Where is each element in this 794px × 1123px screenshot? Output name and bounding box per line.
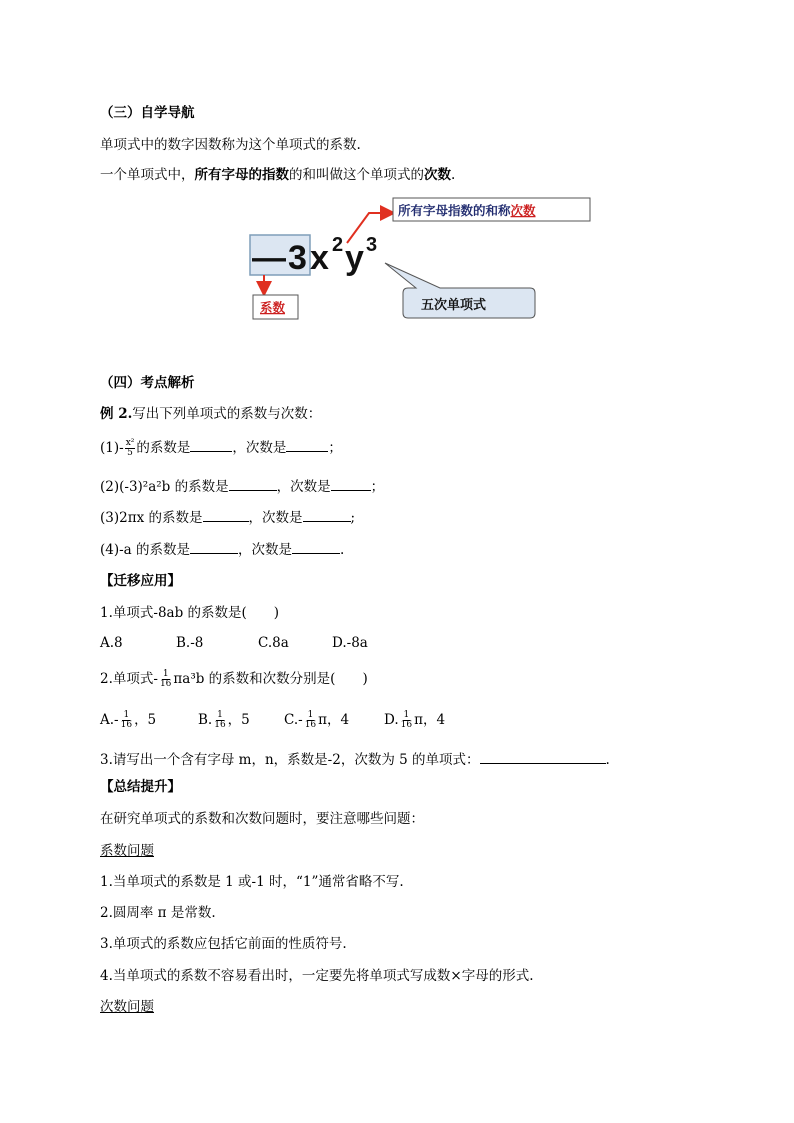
problem-3 (100, 751, 610, 769)
coefficient-issue-2: 2.圆周率 π 是常数. (100, 905, 216, 921)
question-1 (100, 439, 342, 458)
problem-2-fraction (159, 670, 172, 689)
question-1-prefix: (1)- (100, 440, 124, 456)
degree-definition-end: . (451, 167, 456, 183)
section-3-heading: （三）自学导航 (100, 105, 195, 121)
problem-2 (100, 670, 368, 689)
expression-x: x (310, 239, 329, 277)
monomial-diagram (240, 193, 600, 323)
option-b-denominator: 16 (214, 720, 226, 730)
coefficient-issue-4: 4.当单项式的系数不容易看出时，一定要先将单项式写成数×字母的形式. (100, 968, 534, 984)
option-a-numerator: 1 (123, 710, 130, 720)
example-2-label: 例 2. (100, 406, 133, 422)
question-3-sep: ，次数是 (248, 510, 303, 526)
question-1-blank-degree[interactable] (286, 439, 328, 452)
question-3 (100, 509, 355, 527)
question-4 (100, 541, 344, 559)
problem-3-text: 3.请写出一个含有字母 m，n，系数是-2，次数为 5 的单项式： (100, 752, 480, 768)
degree-label-main: 所有字母指数的和称 (398, 203, 511, 218)
problem-1-option-d[interactable]: D.-8a (332, 635, 368, 651)
question-4-prefix: (4)-a 的系数是 (100, 542, 191, 558)
expression-minus: — (252, 239, 286, 277)
option-b-suffix: ，5 (227, 712, 250, 728)
example-2 (100, 405, 321, 423)
problem-1: 1.单项式-8ab 的系数是( ) (100, 605, 280, 621)
expression-y: y (345, 239, 364, 277)
summary-intro: 在研究单项式的系数和次数问题时，要注意哪些问题： (100, 811, 424, 827)
question-2-sep: ，次数是 (276, 479, 331, 495)
coefficient-issues-title: 系数问题 (100, 843, 154, 859)
option-d-denominator: 16 (400, 720, 413, 730)
question-1-blank-coefficient[interactable] (190, 439, 232, 452)
problem-2-option-b[interactable] (198, 711, 284, 730)
question-3-blank-coefficient[interactable] (203, 509, 249, 522)
option-c-fraction (304, 711, 317, 730)
option-b-prefix: B. (198, 712, 213, 728)
degree-definition-part1: 一个单项式中， (100, 167, 195, 183)
problem-3-answer-blank[interactable] (480, 751, 606, 764)
problem-1-option-c[interactable]: C.8a (258, 635, 289, 651)
option-a-prefix: A.- (100, 712, 119, 728)
problem-1-options (100, 634, 368, 652)
problem-2-option-c[interactable] (284, 711, 384, 730)
coefficient-issue-3: 3.单项式的系数应包括它前面的性质符号. (100, 936, 347, 952)
question-2-prefix: (2)(-3)²a²b 的系数是 (100, 479, 229, 495)
question-4-blank-coefficient[interactable] (190, 541, 238, 554)
option-d-suffix: π，4 (414, 712, 446, 728)
problem-3-end: . (605, 752, 610, 768)
option-a-suffix: ，5 (134, 712, 157, 728)
problem-2-denominator: 16 (159, 679, 172, 689)
question-1-denominator: 5 (127, 448, 133, 458)
option-c-numerator: 1 (307, 710, 314, 720)
question-4-sep: ，次数是 (238, 542, 293, 558)
degree-definition-part2: 的和叫做这个单项式的 (289, 167, 424, 183)
five-degree-label: 五次单项式 (421, 298, 487, 313)
question-2-blank-coefficient[interactable] (229, 478, 277, 491)
problem-1-option-a[interactable]: A.8 (100, 635, 123, 651)
question-1-end: ； (328, 440, 342, 456)
coefficient-label-text: 系数 (260, 300, 286, 315)
problem-2-suffix: πa³b 的系数和次数分别是( ) (173, 671, 368, 687)
question-4-end: . (340, 542, 345, 558)
problem-2-option-a[interactable] (100, 711, 198, 730)
degree-definition-bold1: 所有字母的指数 (194, 167, 289, 183)
option-c-prefix: C.- (284, 712, 303, 728)
problem-2-options (100, 711, 445, 730)
option-c-suffix: π，4 (318, 712, 350, 728)
problem-2-prefix: 2.单项式- (100, 671, 158, 687)
option-a-fraction (120, 711, 133, 730)
degree-label-highlight: 次数 (510, 203, 536, 218)
question-3-prefix: (3)2πx 的系数是 (100, 510, 203, 526)
summary-heading: 【总结提升】 (100, 779, 181, 795)
option-a-denominator: 16 (120, 720, 133, 730)
problem-1-option-b[interactable]: B.-8 (176, 635, 204, 651)
question-4-blank-degree[interactable] (292, 541, 340, 554)
question-1-numerator: x² (125, 438, 135, 448)
degree-definition-bold2: 次数 (424, 167, 451, 183)
option-d-prefix: D. (384, 712, 399, 728)
degree-issues-title: 次数问题 (100, 999, 154, 1015)
coefficient-definition: 单项式中的数字因数称为这个单项式的系数. (100, 137, 361, 153)
problem-2-numerator: 1 (162, 669, 169, 679)
question-3-end: ; (350, 510, 356, 526)
option-d-numerator: 1 (403, 710, 410, 720)
expression-y-exponent: 3 (366, 234, 378, 256)
question-2-end: ； (370, 479, 385, 495)
question-2 (100, 478, 384, 496)
degree-definition (100, 166, 455, 184)
question-1-sep: ，次数是 (232, 440, 287, 456)
question-2-blank-degree[interactable] (331, 478, 371, 491)
degree-label-text (398, 203, 536, 218)
coefficient-issue-1: 1.当单项式的系数是 1 或-1 时，“1”通常省略不写. (100, 874, 404, 890)
section-4-heading: （四）考点解析 (100, 375, 195, 391)
question-1-mid: 的系数是 (136, 440, 191, 456)
expression-x-exponent: 2 (332, 234, 344, 256)
question-3-blank-degree[interactable] (303, 509, 351, 522)
option-d-fraction (400, 711, 413, 730)
transfer-heading: 【迁移应用】 (100, 573, 181, 589)
option-b-numerator: 1 (217, 710, 223, 720)
question-1-fraction (125, 439, 136, 458)
expression-coefficient: 3 (288, 239, 307, 277)
example-2-text: 写出下列单项式的系数与次数： (132, 406, 322, 422)
problem-2-option-d[interactable] (384, 711, 445, 730)
option-c-denominator: 16 (304, 720, 317, 730)
option-b-fraction (213, 711, 226, 730)
